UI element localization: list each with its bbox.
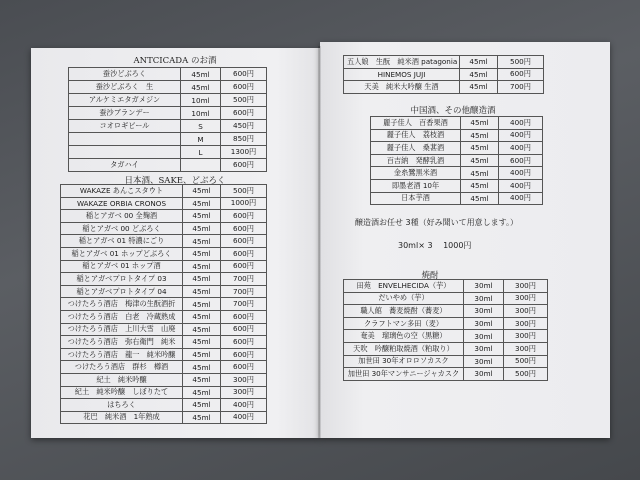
menu-row [371,192,543,205]
item-price: 400円 [221,399,267,412]
menu-row [69,94,267,107]
menu-row [61,310,267,323]
item-price: 600円 [221,323,267,336]
item-name: 天吹 吟醸粕取焼酒（粕取り） [344,342,464,355]
menu-row [61,361,267,374]
item-price: 600円 [221,159,267,172]
menu-row [61,260,267,273]
item-price: 700円 [221,298,267,311]
item-price: 600円 [498,68,544,81]
menu-row [61,386,267,399]
menu-row [61,411,267,424]
item-size: 45ml [183,373,221,386]
item-size: 45ml [183,235,221,248]
item-size: 45ml [461,129,499,142]
item-price: 500円 [498,56,544,69]
item-price: 300円 [221,386,267,399]
menu-row [344,317,548,330]
item-size: 45ml [183,310,221,323]
item-size: 45ml [183,323,221,336]
item-price: 600円 [221,310,267,323]
menu-row [69,68,267,81]
item-size: 45ml [183,185,221,198]
item-name: 稲とアガベ 01 特濃にごり [61,235,183,248]
item-size: S [181,120,221,133]
item-price: 600円 [499,154,543,167]
menu-row [69,159,267,172]
item-size: 10ml [181,107,221,120]
menu-row [371,154,543,167]
item-size: 30ml [464,292,504,305]
item-price: 600円 [221,260,267,273]
item-name: 奄美 瑠璃色の空（黒糖） [344,330,464,343]
item-name: 稲とアガベ 00 どぶろく [61,222,183,235]
item-size: 45ml [181,68,221,81]
item-price: 500円 [504,355,548,368]
menu-row [344,292,548,305]
menu-row [69,146,267,159]
menu-row [344,342,548,355]
sake-table [60,184,267,424]
item-size: 45ml [183,210,221,223]
chinese-wine-table [370,116,543,205]
item-price: 400円 [499,179,543,192]
item-price: 1300円 [221,146,267,159]
menu-row [61,399,267,412]
item-name [69,133,181,146]
menu-row [61,336,267,349]
item-size: L [181,146,221,159]
item-price: 600円 [221,235,267,248]
menu-row [344,355,548,368]
menu-row [344,305,548,318]
item-name: クラフトマン多田（麦） [344,317,464,330]
menu-row [344,368,548,381]
menu-row [61,373,267,386]
item-price: 400円 [499,192,543,205]
item-name: 日本芋酒 [371,192,461,205]
item-name: 百吉納 発酵乳酒 [371,154,461,167]
item-name: 田苑 ENVELHECIDA（芋） [344,280,464,293]
item-name: つけたろう酒店 上川大雪 山廃 [61,323,183,336]
omakase-price: 30ml× 3 1000円 [398,241,472,250]
item-name: 麗子佳人 荔枝酒 [371,129,461,142]
item-name: HINEMOS JUJI [344,68,460,81]
shochu-table [343,279,548,381]
item-size: 30ml [464,305,504,318]
item-name: 即墨老酒 10年 [371,179,461,192]
menu-row [371,142,543,155]
item-size: 45ml [461,179,499,192]
menu-fold [318,46,321,438]
shochu-heading: 焼酎 [421,271,439,281]
menu-row [61,323,267,336]
item-name: タガハイ [69,159,181,172]
antcicada-table [68,67,267,172]
item-price: 400円 [221,411,267,424]
menu-row [371,117,543,130]
item-size: 45ml [183,361,221,374]
item-name: 職人館 蕎麦焼酎（蕎麦） [344,305,464,318]
item-size: 45ml [461,167,499,180]
item-name: つけたろう酒店 弥右衛門 純米 [61,336,183,349]
item-size: 45ml [183,285,221,298]
item-size: 30ml [464,355,504,368]
item-price: 600円 [221,68,267,81]
menu-row [61,222,267,235]
menu-row [344,81,544,94]
item-name: 紀土 純米吟醸 しぼりたて [61,386,183,399]
chinese-wine-heading: 中国酒、その他醸造酒 [410,106,496,116]
sake-heading: 日本酒、SAKE、どぶろく [124,176,226,186]
menu-row [69,107,267,120]
item-size: 45ml [183,247,221,260]
menu-row [69,81,267,94]
item-size: 45ml [183,197,221,210]
item-size: 45ml [183,336,221,349]
item-price: 400円 [499,117,543,130]
item-name [69,146,181,159]
item-price: 300円 [504,292,548,305]
item-price: 600円 [221,361,267,374]
item-name: アルケミエタガメジン [69,94,181,107]
item-size: 45ml [460,81,498,94]
item-size: M [181,133,221,146]
item-size: 30ml [464,330,504,343]
item-name: 花巴 純米酒 1年熟成 [61,411,183,424]
menu-row [61,185,267,198]
item-name: つけたろう酒店 群杉 樽酒 [61,361,183,374]
item-price: 400円 [499,142,543,155]
item-price: 600円 [221,247,267,260]
item-price: 300円 [504,342,548,355]
item-name: 稲とアガベプロトタイプ 04 [61,285,183,298]
menu-row [61,210,267,223]
item-size: 45ml [181,81,221,94]
item-name: 稲とアガベ 01 ホップ酒 [61,260,183,273]
item-size: 30ml [464,317,504,330]
menu-row [371,129,543,142]
item-name: 麗子佳人 百香果酒 [371,117,461,130]
item-price: 600円 [221,81,267,94]
item-name: 蚕沙ブランデー [69,107,181,120]
item-size: 45ml [461,117,499,130]
item-name: 稲とアガベプロトタイプ 03 [61,273,183,286]
sake-continued-table [343,55,544,94]
menu-row [371,167,543,180]
menu-row [344,280,548,293]
item-price: 700円 [221,285,267,298]
item-price: 600円 [221,107,267,120]
item-size: 45ml [183,386,221,399]
item-name: つけたろう酒店 白老 冷蔵熟成 [61,310,183,323]
item-size: 45ml [183,222,221,235]
menu-row [61,273,267,286]
item-name: 紀土 純米吟醸 [61,373,183,386]
item-price: 500円 [504,368,548,381]
item-name: 蚕沙どぶろく [69,68,181,81]
item-price: 500円 [221,94,267,107]
item-price: 300円 [504,330,548,343]
item-size: 45ml [183,399,221,412]
item-price: 850円 [221,133,267,146]
item-size: 45ml [461,154,499,167]
item-size: 45ml [461,192,499,205]
item-price: 500円 [221,185,267,198]
item-price: 700円 [498,81,544,94]
menu-row [61,235,267,248]
item-size: 10ml [181,94,221,107]
item-size: 45ml [460,56,498,69]
menu-row [61,247,267,260]
menu-row [61,285,267,298]
menu-row [344,68,544,81]
item-price: 400円 [499,167,543,180]
menu-row [69,133,267,146]
item-name: WAKAZE あんこスタウト [61,185,183,198]
menu-row [61,197,267,210]
item-size: 45ml [460,68,498,81]
menu-row [344,330,548,343]
item-price: 300円 [504,280,548,293]
item-price: 300円 [504,317,548,330]
item-size: 45ml [183,298,221,311]
item-name: 金糸鷺黒米酒 [371,167,461,180]
item-price: 700円 [221,273,267,286]
item-price: 600円 [221,348,267,361]
item-price: 600円 [221,210,267,223]
item-name: 麗子佳人 桑葚酒 [371,142,461,155]
item-name: 天美 純米大吟醸 生酒 [344,81,460,94]
item-size: 45ml [183,260,221,273]
menu-row [69,120,267,133]
item-name: つけたろう酒店 梅津の生酛酒折 [61,298,183,311]
item-price: 600円 [221,336,267,349]
item-name: 稲とアガベ 00 全麹酒 [61,210,183,223]
item-name: 加世田 30年マンサニージャカスク [344,368,464,381]
item-name: コオロギビール [69,120,181,133]
item-price: 300円 [504,305,548,318]
item-name: 稲とアガベ 01 ホップどぶろく [61,247,183,260]
item-size: 45ml [183,411,221,424]
menu-row [61,298,267,311]
menu-row [61,348,267,361]
item-price: 1000円 [221,197,267,210]
menu-row [371,179,543,192]
item-size [181,159,221,172]
menu-row [344,56,544,69]
antcicada-heading: ANTCICADA のお酒 [133,56,217,66]
item-name: 加世田 30年オロロソカスク [344,355,464,368]
item-name: 蚕沙どぶろく 生 [69,81,181,94]
item-name: つけたろう酒店 龍一 純米吟醸 [61,348,183,361]
item-price: 400円 [499,129,543,142]
item-name: だいやめ（芋） [344,292,464,305]
omakase-note: 醸造酒お任せ 3種（好み聞いて用意します。） [355,218,518,227]
item-size: 30ml [464,342,504,355]
item-size: 30ml [464,368,504,381]
item-size: 45ml [461,142,499,155]
item-price: 600円 [221,222,267,235]
item-price: 300円 [221,373,267,386]
item-name: WAKAZE ORBIA CRONOS [61,197,183,210]
item-name: 五人娘 生酛 純米酒 patagonia [344,56,460,69]
item-name: はちろく [61,399,183,412]
item-price: 450円 [221,120,267,133]
item-size: 30ml [464,280,504,293]
item-size: 45ml [183,273,221,286]
item-size: 45ml [183,348,221,361]
